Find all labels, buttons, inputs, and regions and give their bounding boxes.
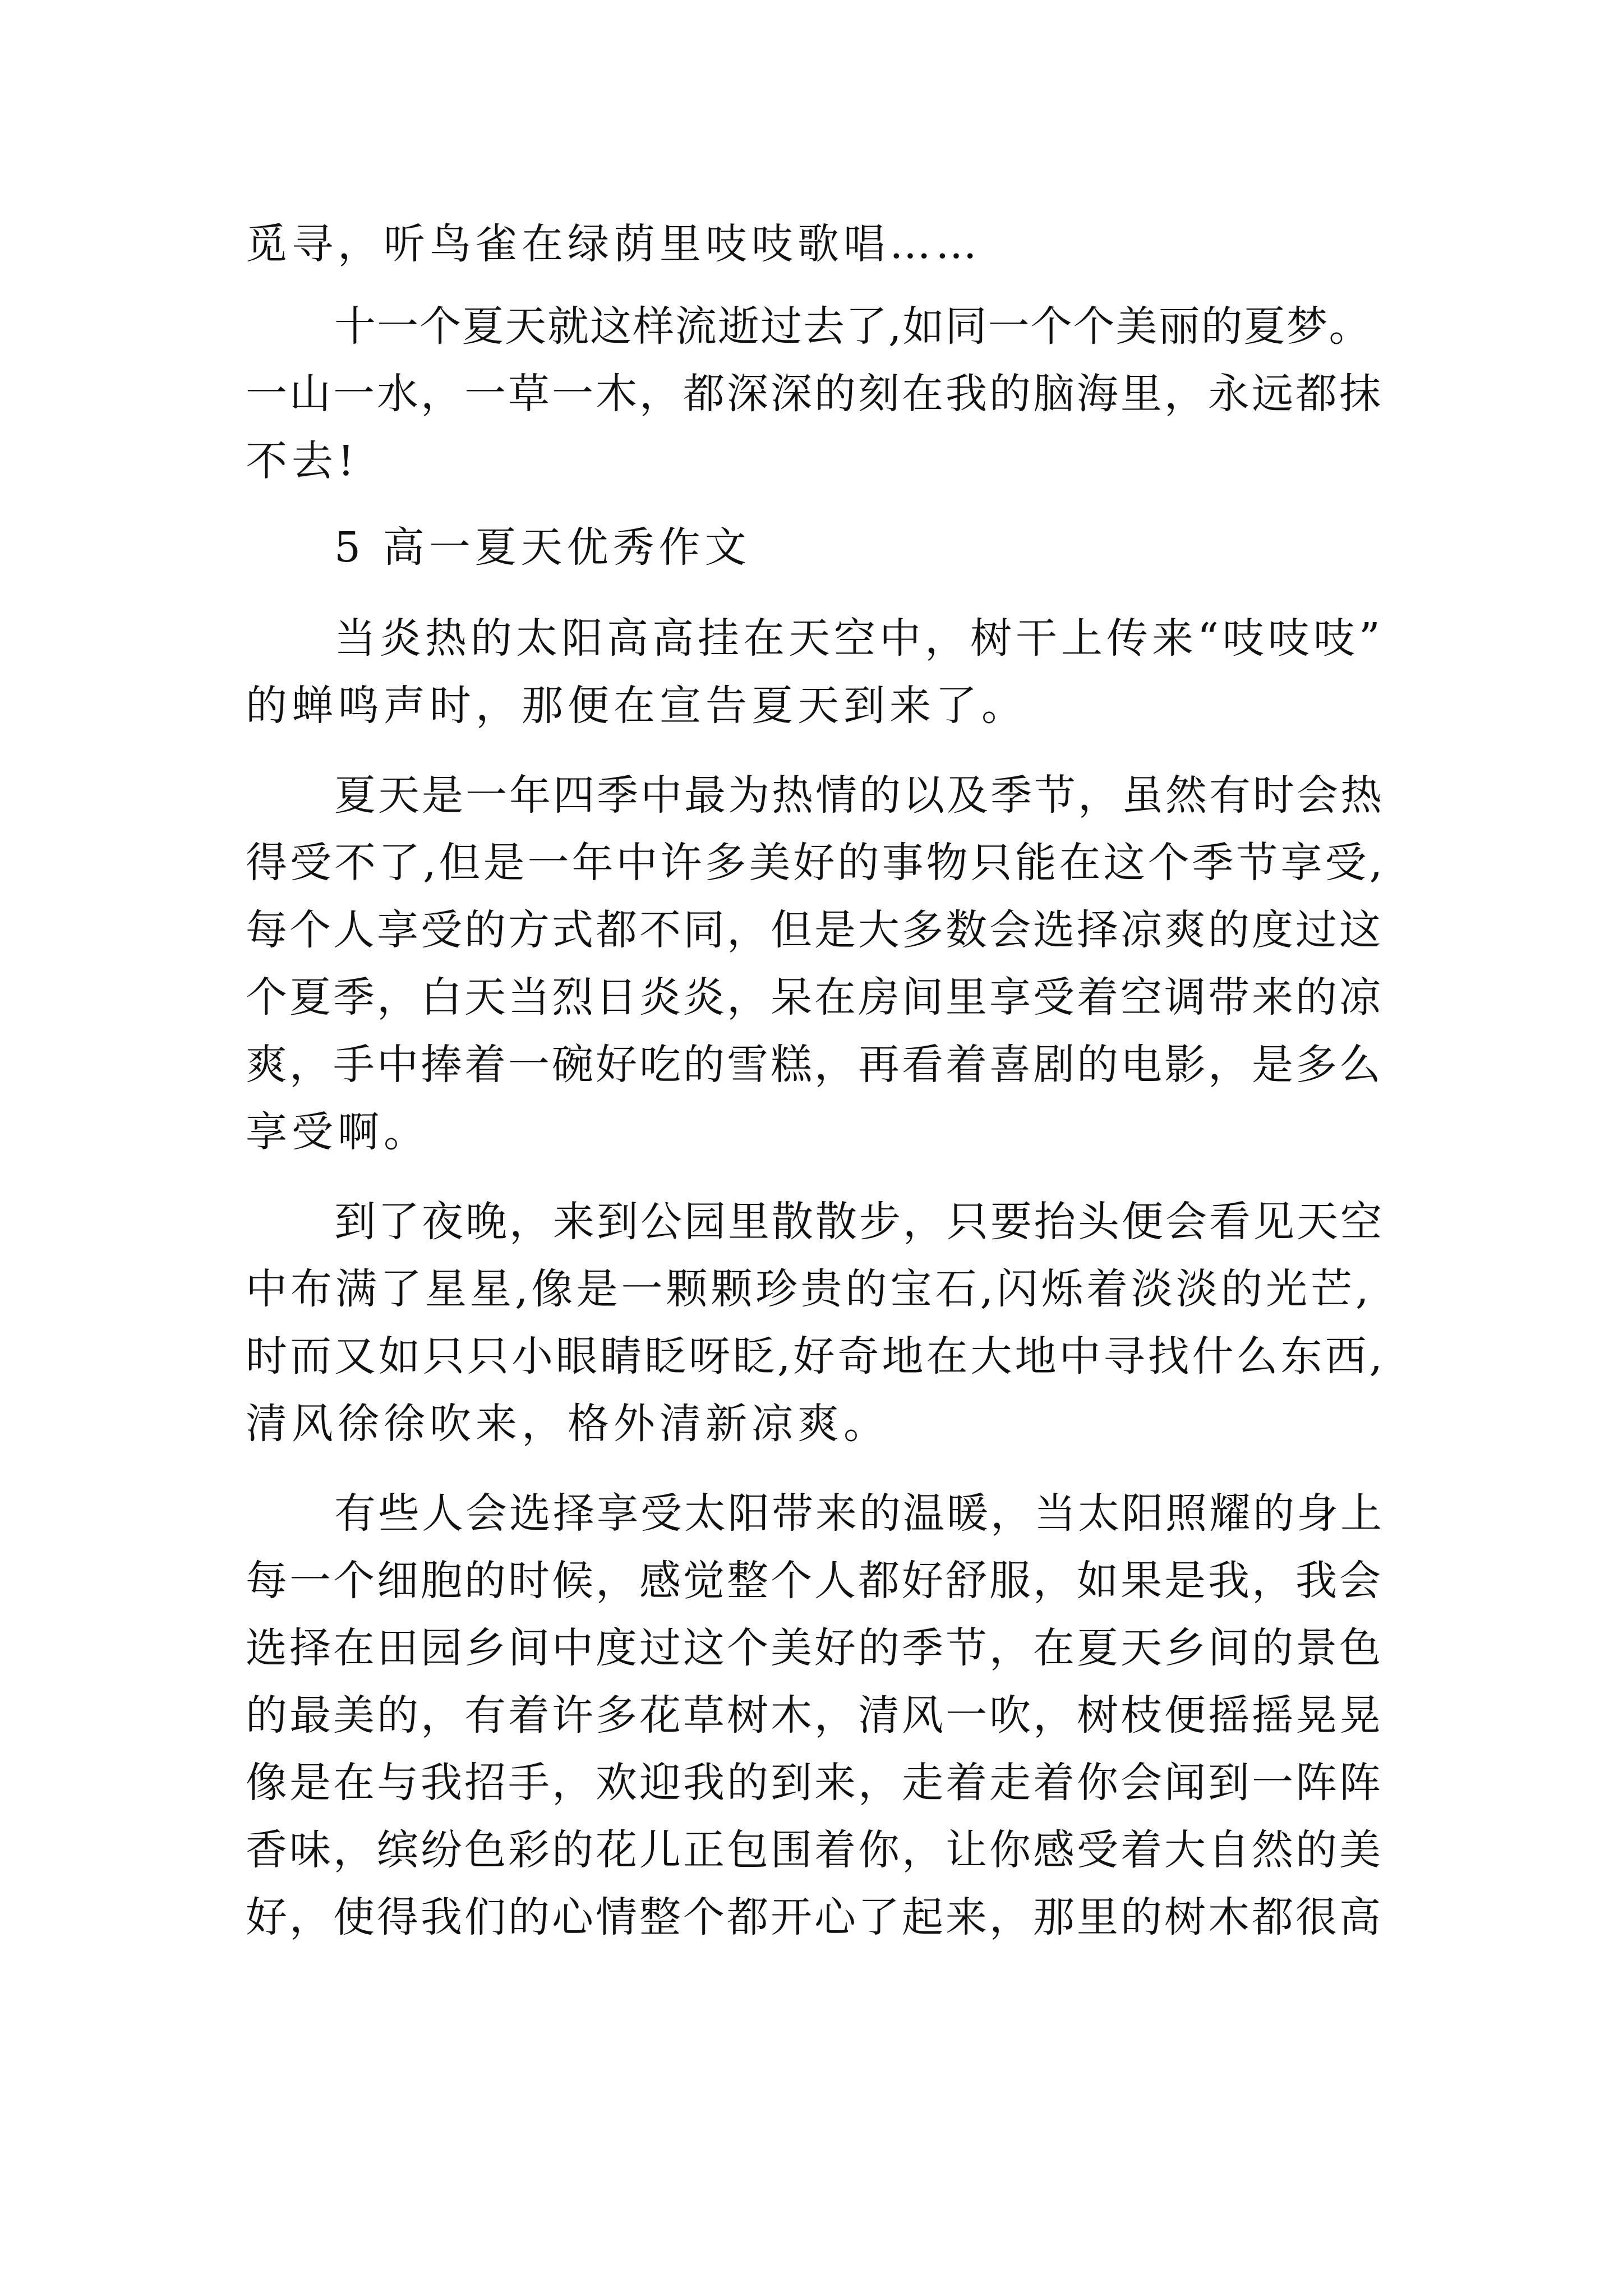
text-line-10: 每个人享受的方式都不同，但是大多数会选择凉爽的度过这 bbox=[246, 906, 1383, 954]
text-line-1: 觅寻，听鸟雀在绿荫里吱吱歌唱…… bbox=[246, 220, 981, 268]
text-line-2: 十一个夏天就这样流逝过去了,如同一个个美丽的夏梦。 bbox=[334, 302, 1372, 351]
text-line-14: 到了夜晚，来到公园里散散步，只要抬头便会看见天空 bbox=[334, 1198, 1384, 1246]
text-line-23: 香味，缤纷色彩的花儿正包围着你，让你感受着大自然的美 bbox=[246, 1826, 1383, 1874]
text-line-11: 个夏季，白天当烈日炎炎，呆在房间里享受着空调带来的凉 bbox=[246, 973, 1383, 1022]
text-line-3: 一山一水，一草一木，都深深的刻在我的脑海里，永远都抹 bbox=[246, 370, 1383, 418]
text-line-6: 当炎热的太阳高高挂在天空中，树干上传来“吱吱吱” bbox=[334, 614, 1384, 662]
text-line-18: 有些人会选择享受太阳带来的温暖，当太阳照耀的身上 bbox=[334, 1489, 1384, 1538]
text-line-24: 好，使得我们的心情整个都开心了起来，那里的树木都很高 bbox=[246, 1893, 1383, 1941]
text-line-21: 的最美的，有着许多花草树木，清风一吹，树枝便摇摇晃晃 bbox=[246, 1691, 1383, 1740]
text-line-13: 享受啊。 bbox=[246, 1108, 430, 1156]
text-line-8: 夏天是一年四季中最为热情的以及季节，虽然有时会热 bbox=[334, 771, 1384, 820]
section-heading: 5 高一夏天优秀作文 bbox=[334, 523, 751, 572]
text-line-17: 清风徐徐吹来，格外清新凉爽。 bbox=[246, 1400, 889, 1448]
text-line-9: 得受不了,但是一年中许多美好的事物只能在这个季节享受, bbox=[246, 839, 1386, 887]
text-line-20: 选择在田园乡间中度过这个美好的季节，在夏天乡间的景色 bbox=[246, 1624, 1383, 1672]
text-line-4: 不去! bbox=[246, 437, 359, 485]
text-line-19: 每一个细胞的时候，感觉整个人都好舒服，如果是我，我会 bbox=[246, 1557, 1383, 1605]
text-line-12: 爽，手中捧着一碗好吃的雪糕，再看着喜剧的电影，是多么 bbox=[246, 1041, 1383, 1089]
text-line-7: 的蝉鸣声时，那便在宣告夏天到来了。 bbox=[246, 682, 1027, 730]
text-line-16: 时而又如只只小眼睛眨呀眨,好奇地在大地中寻找什么东西, bbox=[246, 1332, 1386, 1381]
text-line-22: 像是在与我招手，欢迎我的到来，走着走着你会闻到一阵阵 bbox=[246, 1759, 1383, 1807]
text-line-15: 中布满了星星,像是一颗颗珍贵的宝石,闪烁着淡淡的光芒, bbox=[246, 1265, 1372, 1313]
